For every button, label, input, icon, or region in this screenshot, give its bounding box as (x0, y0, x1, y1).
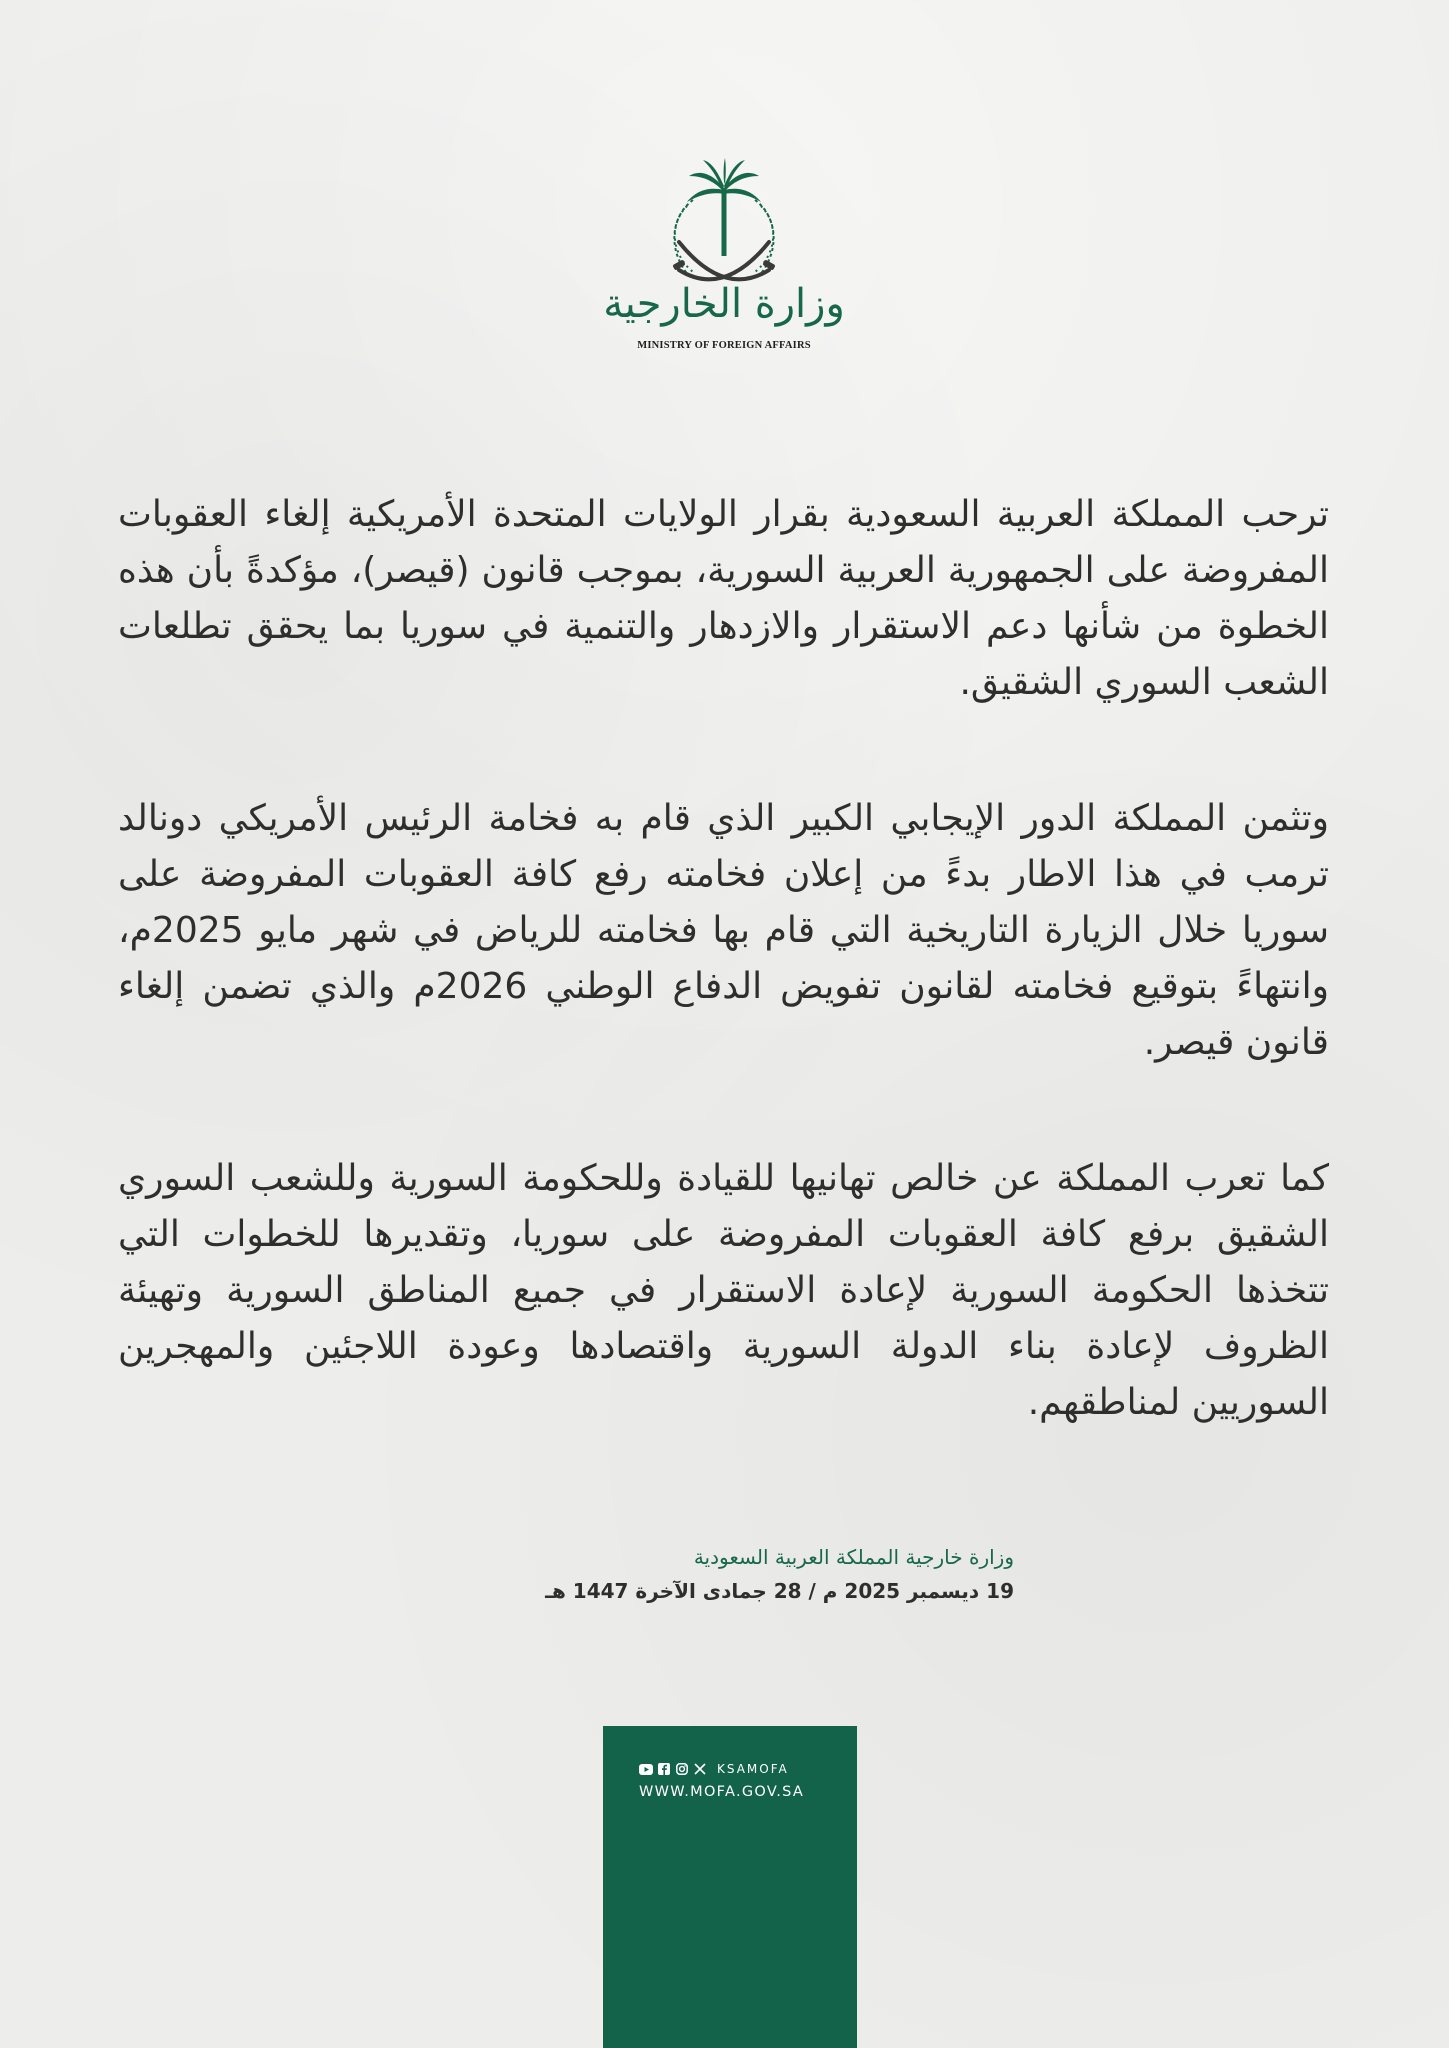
footer-contact-box (603, 1726, 857, 2048)
facebook-icon[interactable] (657, 1762, 671, 1776)
statement-paragraph-3: كما تعرب المملكة عن خالص تهانيها للقيادة وللحكومة السورية وللشعب السوري الشقيق برفع كافة العقوبات المفروضة على سوريا، وتقديرها للخطوات التي تتخذها الحكومة السورية لإعادة الاستقرار في جميع المناطق السورية وتهيئة الظروف لإعادة بناء الدولة السورية واقتصادها وعودة اللاجئين والمهجرين السوريين لمناطقهم. (118, 1158, 1329, 1423)
website-link[interactable]: WWW.MOFA.GOV.SA (639, 1784, 805, 1800)
youtube-icon[interactable] (639, 1762, 653, 1776)
social-handle: KSAMOFA (717, 1762, 789, 1776)
signature-date: 19 ديسمبر 2025 م / 28 جمادى الآخرة 1447 هـ (545, 1579, 1014, 1603)
signature-ministry: وزارة خارجية المملكة العربية السعودية (693, 1545, 1014, 1569)
x-icon[interactable] (693, 1762, 707, 1776)
statement-paragraph-1: ترحب المملكة العربية السعودية بقرار الولايات المتحدة الأمريكية إلغاء العقوبات المفروضة على الجمهورية العربية السورية، بموجب قانون (قيصر)، مؤكدةً بأن هذه الخطوة من شأنها دعم الاستقرار والازدهار والتنمية في سوريا بما يحقق تطلعات الشعب السوري الشقيق. (118, 494, 1329, 703)
statement-body (118, 487, 1329, 1431)
statement-paragraph-2: وتثمن المملكة الدور الإيجابي الكبير الذي قام به فخامة الرئيس الأمريكي دونالد ترمب في هذا الاطار بدءً من إعلان فخامته رفع كافة العقوبات المفروضة على سوريا خلال الزيارة التاريخية التي قام بها فخامته للرياض في شهر مايو 2025م، وانتهاءً بتوقيع فخامته لقانون تفويض الدفاع الوطني 2026م والذي تضمن إلغاء قانون قيصر. (118, 798, 1329, 1063)
ministry-arabic-logotype: وزارة الخارجية (603, 281, 845, 327)
signature-block (400, 1540, 1014, 1608)
instagram-icon[interactable] (675, 1762, 689, 1776)
ministry-english-logotype: MINISTRY OF FOREIGN AFFAIRS (637, 340, 811, 351)
social-links-row (639, 1761, 789, 1777)
